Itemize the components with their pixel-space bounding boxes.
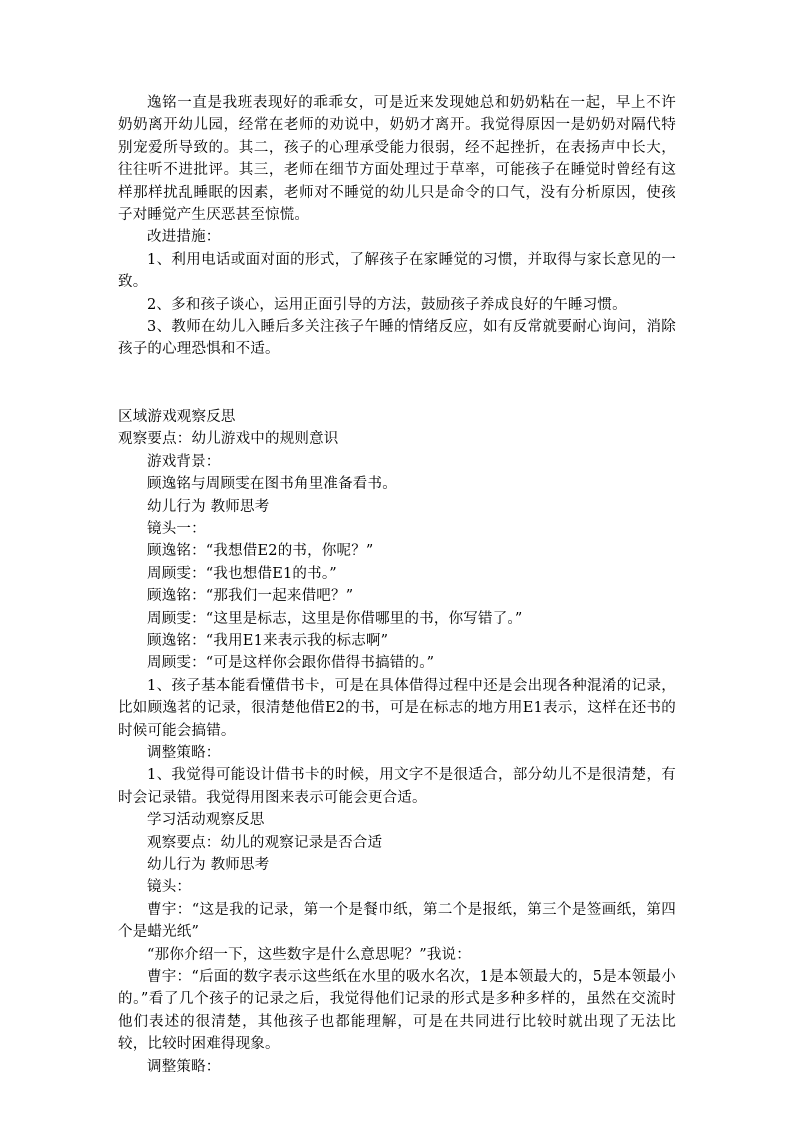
dialogue-line: 顾逸铭：“我用E1来表示我的标志啊” [147,632,389,649]
observation-focus: 观察要点：幼儿游戏中的规则意识 [118,431,339,448]
observation-focus-learning: 观察要点：幼儿的观察记录是否合适 [147,834,383,851]
scene-one-label: 镜头一： [147,520,206,537]
paragraph-observation-case: 逸铭一直是我班表现好的乖乖女，可是近来发现她总和奶奶粘在一起，早上不许奶奶离开幼儿园，经常在老师的劝说中，奶奶才离开。我觉得原因一是奶奶对隔代特别宠爱所导致的。其二，孩子的心理承受能力很弱，经不起挫折，在表扬声中长大，往往听不进批评。其三，老师在细节方面处理过于草率，可能孩子在睡觉时曾经有这样那样扰乱睡眠的因素，老师对不睡觉的幼儿只是命令的口气，没有分析原因，使孩子对睡觉产生厌恶甚至惊慌。 [118,95,676,224]
section-title-learning-activity: 学习活动观察反思 [147,812,265,829]
measure-item-3: 3、教师在幼儿入睡后多关注孩子午睡的情绪反应，如有反常就要耐心询问，消除孩子的心理恐惧和不适。 [118,319,676,358]
dialogue-line: 曹宇：“这是我的记录，第一个是餐巾纸，第二个是报纸，第三个是签画纸，第四个是蜡光纸” [118,901,676,941]
column-headings: 幼儿行为 教师思考 [147,857,270,873]
dialogue-line: 周顾雯：“这里是标志，这里是你借哪里的书，你写错了。” [147,610,523,627]
dialogue-line: 周顾雯：“我也想借E1的书。” [147,565,337,582]
column-headings: 幼儿行为 教师思考 [147,498,270,515]
adjustment-strategy-label: 调整策略： [147,744,221,761]
measure-item-1: 1、利用电话或面对面的形式，了解孩子在家睡觉的习惯，并取得与家长意见的一致。 [118,251,676,291]
heading-improvement-measures: 改进措施： [147,229,221,246]
game-background-text: 顾逸铭与周顾雯在图书角里准备看书。 [147,476,397,493]
adjustment-strategy-label: 调整策略： [147,1058,221,1075]
dialogue-line: 顾逸铭：“那我们一起来借吧？” [147,588,354,605]
dialogue-line: 周顾雯：“可是这样你会跟你借得书搞错的。” [147,655,435,672]
section-gap [118,361,676,406]
document-page [118,92,676,1078]
scene-label: 镜头： [147,879,192,896]
game-background-label: 游戏背景： [147,453,221,470]
adjustment-strategy-item: 1、我觉得可能设计借书卡的时候，用文字不是很适合，部分幼儿不是很清楚，有时会记录错。我觉得用图来表示可能会更合适。 [118,767,676,806]
teacher-reflection: 曹宇：“后面的数字表示这些纸在水里的吸水名次，1是本领最大的，5是本领最小的。”看了几个孩子的记录之后，我觉得他们记录的形式是多种多样的，虽然在交流时他们表述的很清楚，其他孩子也都能理解，可是在共同进行比较时就出现了无法比较，比较时困难得现象。 [118,969,676,1053]
dialogue-line: “那你介绍一下，这些数字是什么意思呢？”我说： [147,946,471,963]
teacher-reflection: 1、孩子基本能看懂借书卡，可是在具体借得过程中还是会出现各种混淆的记录，比如顾逸茗的记录，很清楚他借E2的书，可是在标志的地方用E1表示，这样在还书的时候可能会搞错。 [118,677,676,739]
measure-item-2: 2、多和孩子谈心，运用正面引导的方法，鼓励孩子养成良好的午睡习惯。 [147,296,627,313]
section-title-area-game: 区域游戏观察反思 [118,408,236,425]
dialogue-line: 顾逸铭：“我想借E2的书，你呢？” [147,543,374,560]
